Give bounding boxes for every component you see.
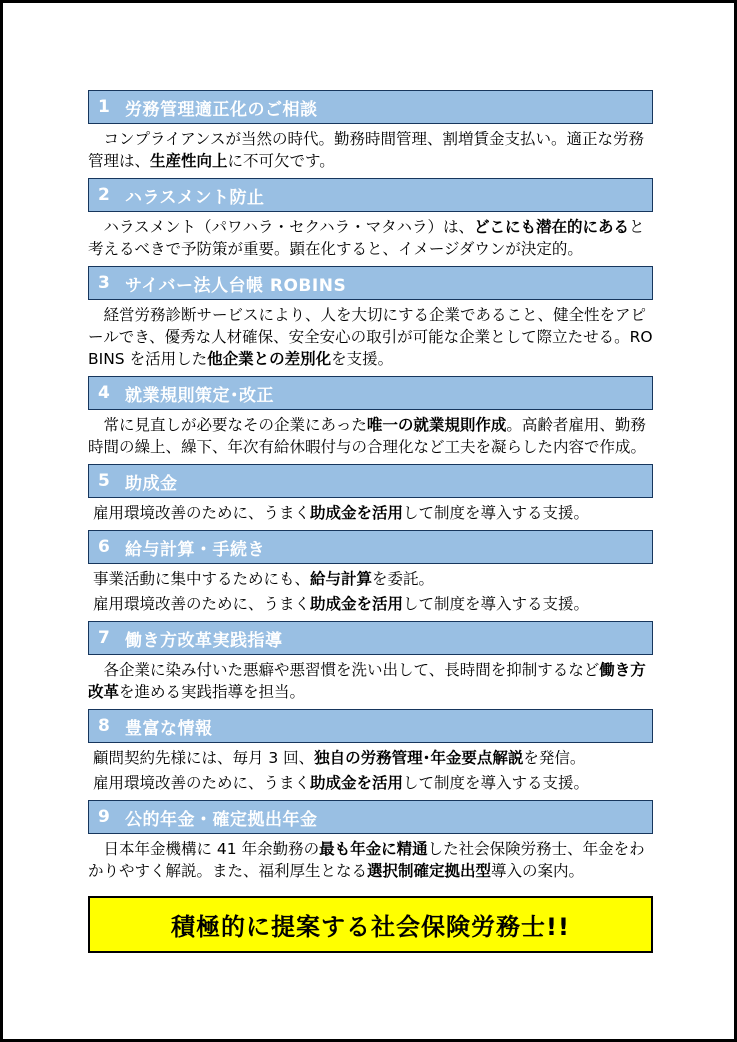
service-section <box>88 266 653 370</box>
section-paragraph: ハラスメント（パワハラ・セクハラ・マタハラ）は、どこにも潜在的にあると考えるべきで予防策が重要。顕在化すると、イメージダウンが決定的。 <box>88 218 645 258</box>
section-number: 9 <box>98 807 110 827</box>
section-body <box>88 304 653 370</box>
section-paragraph: 経営労務診断サービスにより、人を大切にする企業であること、健全性をアピールでき、優秀な人材確保、安全安心の取引が可能な企業として際立たせる。ROBINS を活用した他企業との差別化を支援。 <box>88 306 653 368</box>
section-number: 3 <box>98 273 110 293</box>
section-title: 働き方改革実践指導 <box>125 630 283 651</box>
section-header <box>88 90 653 124</box>
banner-text: 積極的に提案する社会保険労務士!! <box>171 913 570 941</box>
section-number: 6 <box>98 537 110 557</box>
service-section <box>88 90 653 172</box>
service-section <box>88 621 653 703</box>
section-number: 2 <box>98 185 110 205</box>
section-paragraph: 雇用環境改善のために、うまく助成金を活用して制度を導入する支援。 <box>88 595 589 613</box>
section-body <box>88 502 653 524</box>
section-body <box>88 838 653 882</box>
service-section <box>88 376 653 458</box>
section-paragraph: コンプライアンスが当然の時代。勤務時間管理、割増賃金支払い。適正な労務管理は、生産性向上に不可欠です。 <box>88 130 644 170</box>
section-paragraph: 日本年金機構に 41 年余勤務の最も年金に精通した社会保険労務士、年金をわかりやすく解説。また、福利厚生となる選択制確定拠出型導入の案内。 <box>88 840 645 880</box>
section-number: 4 <box>98 383 110 403</box>
service-section <box>88 530 653 615</box>
section-body <box>88 568 653 615</box>
section-paragraph: 常に見直しが必要なその企業にあった唯一の就業規則作成。高齢者雇用、勤務時間の繰上、繰下、年次有給休暇付与の合理化など工夫を凝らした内容で作成。 <box>88 416 647 456</box>
section-header <box>88 376 653 410</box>
section-title: サイバー法人台帳 ROBINS <box>125 275 347 296</box>
section-header <box>88 464 653 498</box>
section-paragraph: 事業活動に集中するためにも、給与計算を委託。 <box>88 570 434 588</box>
section-title: 公的年金・確定拠出年金 <box>125 809 318 830</box>
section-paragraph: 雇用環境改善のために、うまく助成金を活用して制度を導入する支援。 <box>88 504 589 522</box>
section-title: ハラスメント防止 <box>125 187 265 208</box>
service-section <box>88 178 653 260</box>
section-title: 豊富な情報 <box>125 718 213 739</box>
section-number: 7 <box>98 628 110 648</box>
section-title: 給与計算・手続き <box>125 539 265 560</box>
highlight-banner <box>88 896 653 953</box>
section-body <box>88 414 653 458</box>
section-number: 1 <box>98 97 110 117</box>
section-title: 就業規則策定･改正 <box>125 385 274 406</box>
section-header <box>88 800 653 834</box>
service-section <box>88 709 653 794</box>
section-body <box>88 659 653 703</box>
section-header <box>88 178 653 212</box>
section-body <box>88 216 653 260</box>
section-body <box>88 128 653 172</box>
services-list <box>88 90 653 953</box>
section-body <box>88 747 653 794</box>
section-header <box>88 266 653 300</box>
section-header <box>88 530 653 564</box>
section-title: 助成金 <box>125 473 178 494</box>
section-paragraph: 各企業に染み付いた悪癖や悪習慣を洗い出して、長時間を抑制するなど働き方改革を進める実践指導を担当。 <box>88 661 646 701</box>
section-paragraph: 顧問契約先様には、毎月 3 回、独自の労務管理･年金要点解説を発信。 <box>88 749 586 767</box>
section-paragraph: 雇用環境改善のために、うまく助成金を活用して制度を導入する支援。 <box>88 774 589 792</box>
section-header <box>88 621 653 655</box>
section-number: 8 <box>98 716 110 736</box>
section-number: 5 <box>98 471 110 491</box>
service-section <box>88 464 653 524</box>
service-section <box>88 800 653 882</box>
section-title: 労務管理適正化のご相談 <box>125 99 318 120</box>
section-header <box>88 709 653 743</box>
